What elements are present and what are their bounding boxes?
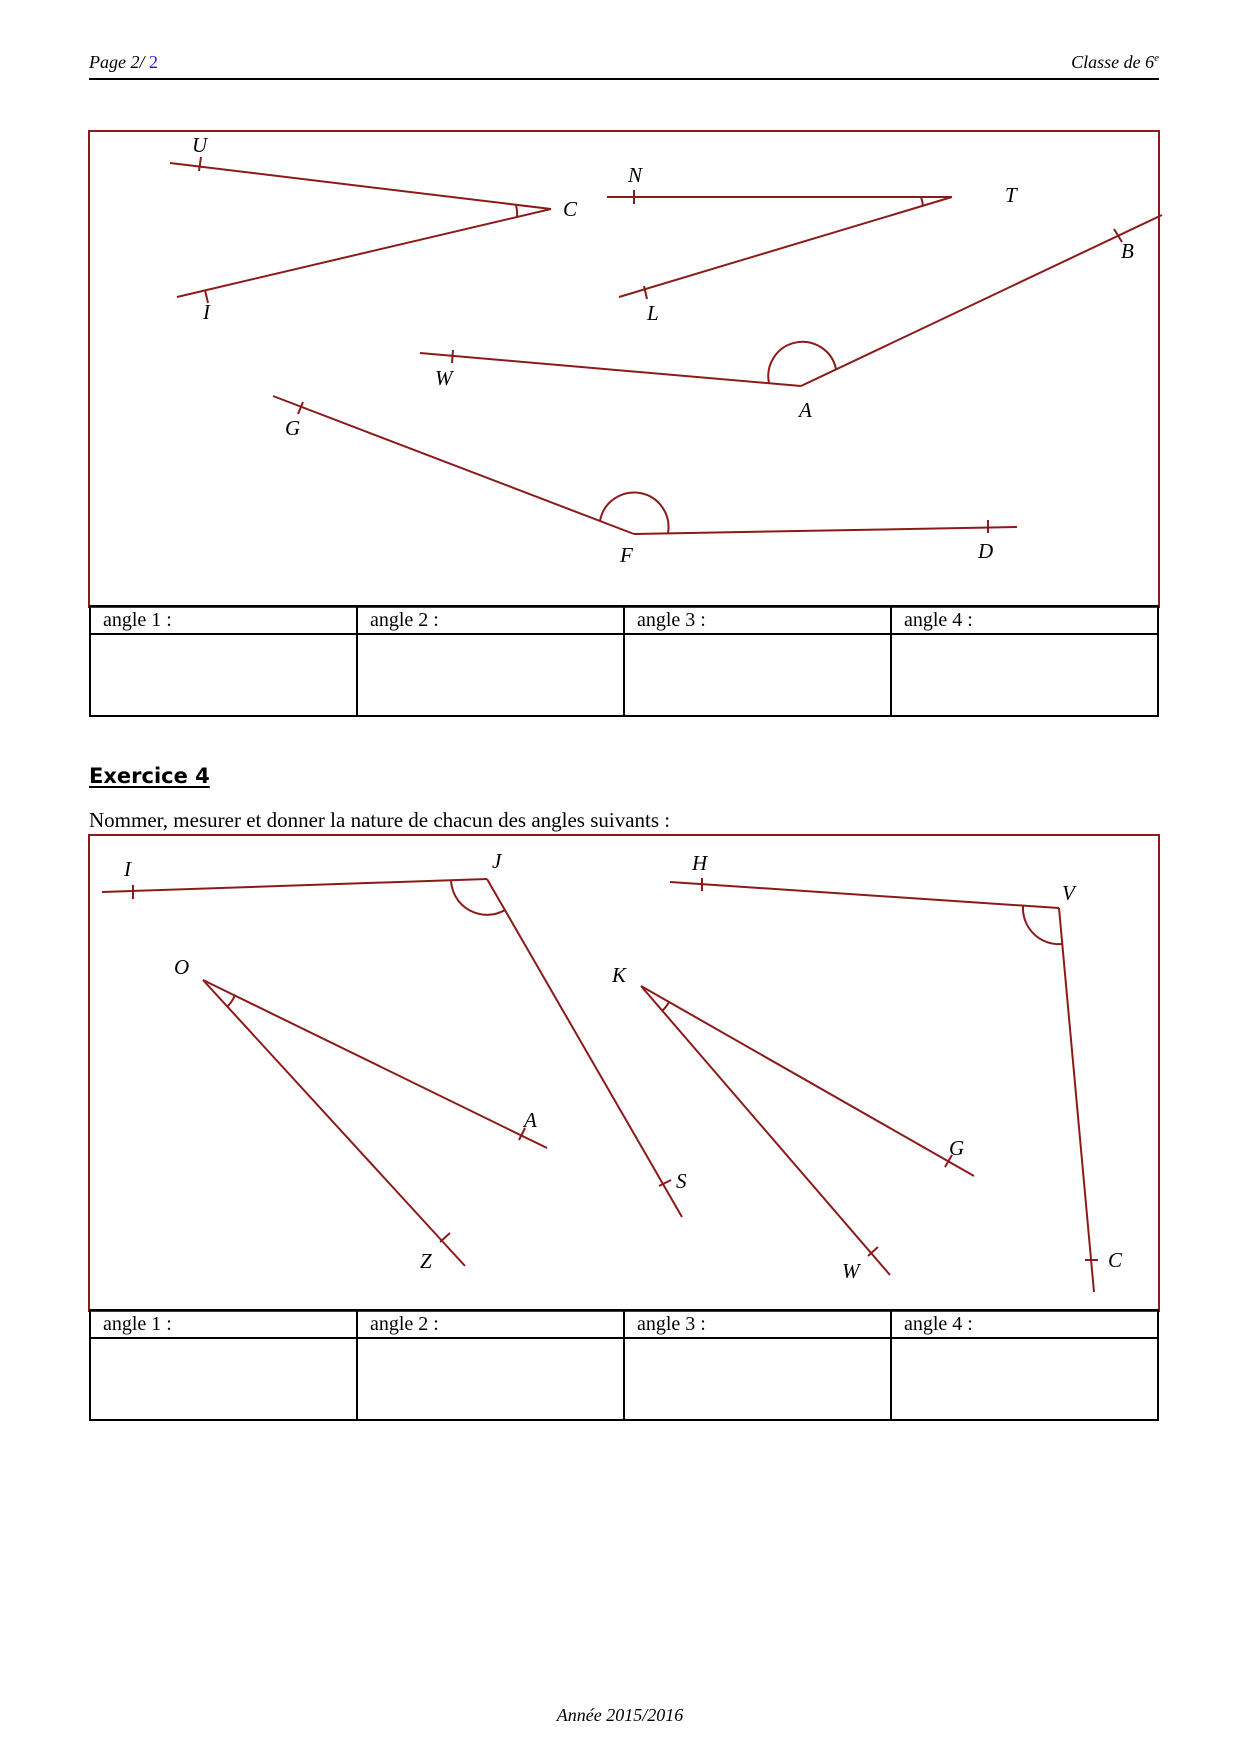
class-label bbox=[1071, 52, 1159, 73]
table-2-answer-1[interactable] bbox=[90, 1338, 357, 1420]
figure-2-frame bbox=[88, 834, 1160, 1312]
class-label-text: Classe de 6 bbox=[1071, 52, 1155, 72]
table-2-header-4: angle 4 : bbox=[891, 1310, 1158, 1338]
page-number-prefix: Page 2/ bbox=[89, 52, 149, 72]
label-c: C bbox=[563, 197, 578, 221]
figure-2-drawing bbox=[90, 836, 1162, 1314]
table-1-answer-3[interactable] bbox=[624, 634, 891, 716]
exercise-title: Exercice 4 bbox=[89, 764, 210, 788]
angle-uci bbox=[170, 157, 551, 303]
answer-table-2 bbox=[89, 1309, 1159, 1421]
label-l: L bbox=[647, 301, 659, 325]
header-rule bbox=[89, 78, 1159, 80]
table-2-header-3: angle 3 : bbox=[624, 1310, 891, 1338]
angle-hvc bbox=[670, 878, 1098, 1292]
label-i: I bbox=[203, 300, 210, 324]
exercise-instruction: Nommer, mesurer et donner la nature de chacun des angles suivants : bbox=[89, 808, 671, 832]
label-k: K bbox=[612, 963, 627, 987]
figure-1-frame bbox=[88, 130, 1160, 608]
answer-table-1 bbox=[89, 605, 1159, 717]
table-1-answer-1[interactable] bbox=[90, 634, 357, 716]
angle-ijs bbox=[102, 879, 682, 1217]
table-1-header-4: angle 4 : bbox=[891, 606, 1158, 634]
table-2-header-1: angle 1 : bbox=[90, 1310, 357, 1338]
class-label-superscript: e bbox=[1154, 52, 1159, 64]
label-u: U bbox=[192, 133, 208, 157]
page-number bbox=[89, 52, 158, 73]
label-w: W bbox=[435, 366, 453, 390]
table-2-answer-4[interactable] bbox=[891, 1338, 1158, 1420]
page-total-link[interactable]: 2 bbox=[149, 52, 158, 72]
angle-wab bbox=[420, 215, 1162, 386]
label-s: S bbox=[676, 1169, 687, 1193]
label-z: Z bbox=[420, 1249, 432, 1273]
label-g: G bbox=[285, 416, 301, 440]
label-a: A bbox=[524, 1108, 537, 1132]
angle-gkw bbox=[641, 986, 974, 1275]
label-j: J bbox=[492, 849, 502, 873]
label-i: I bbox=[124, 857, 131, 881]
table-1-header-1: angle 1 : bbox=[90, 606, 357, 634]
label-a: A bbox=[799, 398, 812, 422]
page-footer: Année 2015/2016 bbox=[556, 1705, 684, 1725]
figure-1-drawing bbox=[90, 132, 1162, 610]
table-1-header-2: angle 2 : bbox=[357, 606, 624, 634]
angle-gfd bbox=[273, 396, 1017, 534]
label-f: F bbox=[620, 543, 633, 567]
label-n: N bbox=[628, 163, 643, 187]
label-v: V bbox=[1062, 881, 1075, 905]
table-2-header-2: angle 2 : bbox=[357, 1310, 624, 1338]
angle-ntl bbox=[607, 190, 952, 299]
angle-aoz bbox=[203, 980, 547, 1266]
label-o: O bbox=[174, 955, 190, 979]
table-1-answer-4[interactable] bbox=[891, 634, 1158, 716]
label-w: W bbox=[842, 1259, 860, 1283]
table-2-answer-3[interactable] bbox=[624, 1338, 891, 1420]
label-d: D bbox=[978, 539, 994, 563]
table-1-answer-2[interactable] bbox=[357, 634, 624, 716]
page-header bbox=[89, 50, 1159, 80]
table-1-header-3: angle 3 : bbox=[624, 606, 891, 634]
label-c: C bbox=[1108, 1248, 1123, 1272]
label-h: H bbox=[692, 851, 708, 875]
table-2-answer-2[interactable] bbox=[357, 1338, 624, 1420]
label-t: T bbox=[1005, 183, 1017, 207]
label-g: G bbox=[949, 1136, 965, 1160]
label-b: B bbox=[1121, 239, 1134, 263]
